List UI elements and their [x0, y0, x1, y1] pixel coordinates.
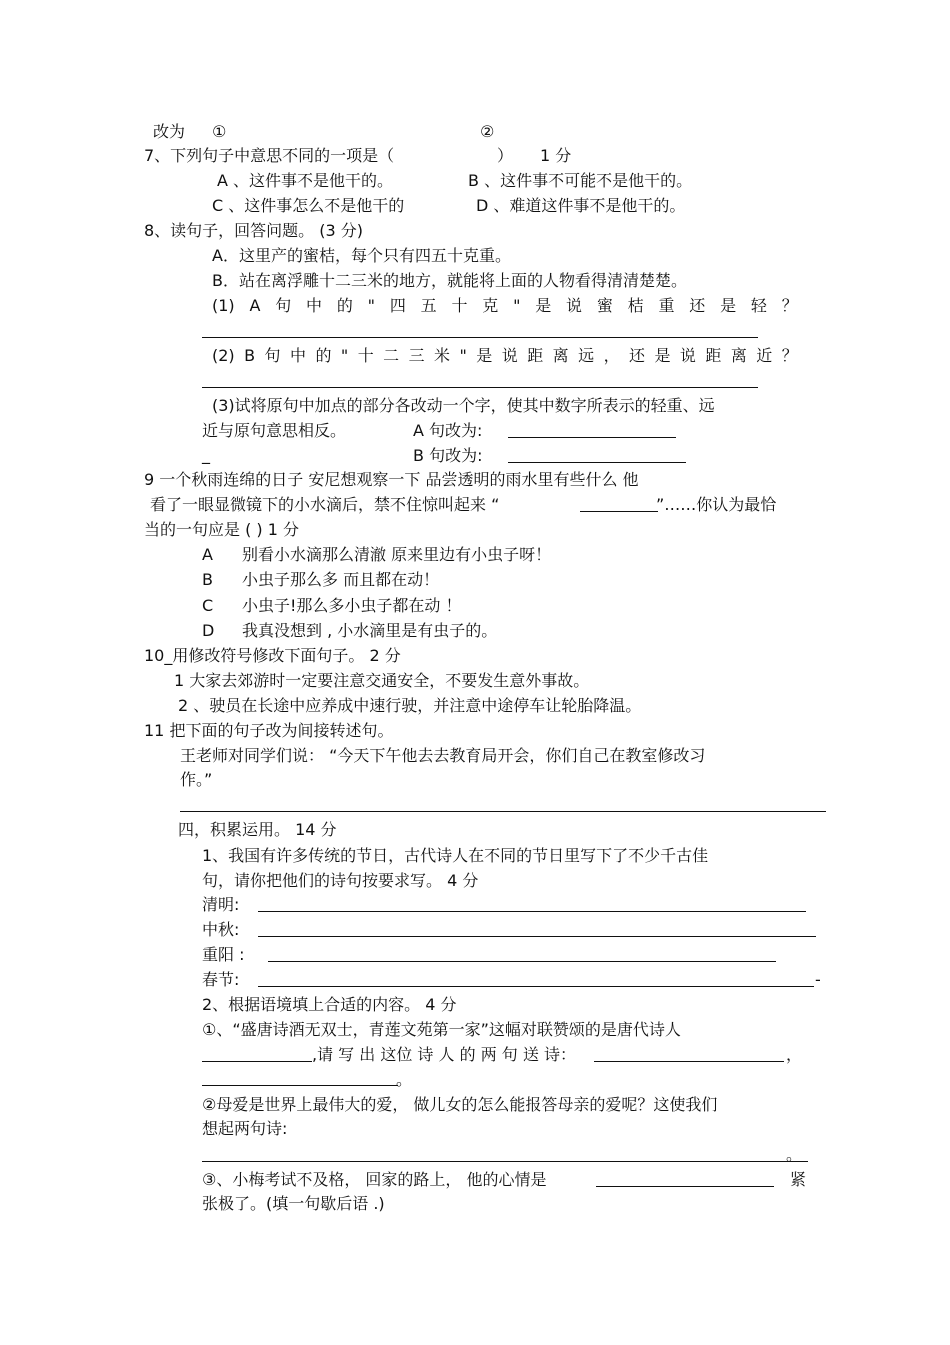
- xiehouyu-blank[interactable]: [596, 1186, 774, 1187]
- q7-paren-close: ）: [497, 146, 514, 165]
- section4-title: 四，积累运用。 14 分: [178, 820, 337, 839]
- q11-quote-line1: 王老师对同学们说： “今天下午他去去教育局开会，你们自己在教室修改习: [180, 746, 706, 765]
- q8-b-gai-blank[interactable]: [508, 462, 686, 463]
- circle-two-marker: ②: [480, 122, 495, 141]
- c2-period: 。: [786, 1145, 803, 1164]
- sec4-p1-line2: 句，请你把他们的诗句按要求写。 4 分: [202, 871, 479, 890]
- q8-sub2-answer-line[interactable]: [202, 387, 758, 388]
- q8-sub1-answer-line[interactable]: [202, 337, 758, 338]
- q9-option-d: 我真没想到 , 小水滴里是有虫子的。: [242, 621, 498, 640]
- q9-line3: 当的一句应是 ( ) 1 分: [144, 520, 300, 539]
- qingming-label: 清明:: [202, 895, 240, 914]
- c1-period: 。: [396, 1070, 413, 1089]
- poet-name-blank[interactable]: [202, 1061, 312, 1062]
- c1-line1: ①、“盛唐诗酒无双士，青莲文苑第一家”这幅对联赞颂的是唐代诗人: [202, 1020, 681, 1039]
- q10-sentence-2: 2 、驶员在长途中应养成中速行驶，并注意中途停车让轮胎降温。: [178, 696, 642, 715]
- q10-sentence-1: 1 大家去郊游时一定要注意交通安全，不要发生意外事故。: [174, 671, 590, 690]
- q10-stem: 10_用修改符号修改下面句子。 2 分: [144, 646, 401, 665]
- q8-a-gai-label: A 句改为:: [413, 421, 483, 440]
- chongyang-label: 重阳 :: [202, 945, 245, 964]
- q11-answer-line[interactable]: [180, 811, 826, 812]
- q11-stem: 11 把下面的句子改为间接转述句。: [144, 721, 394, 740]
- q7-option-b: B 、这件事不可能不是他干的。: [468, 171, 693, 190]
- q7-option-a: A 、这件事不是他干的。: [217, 171, 394, 190]
- q9-option-c: 小虫子!那么多小虫子都在动 ！: [242, 596, 462, 615]
- circle-one-marker: ①: [212, 122, 227, 141]
- q8-b-gai-label: B 句改为:: [413, 446, 483, 465]
- q8-sentence-b: B．站在离浮雕十二三米的地方，就能将上面的人物看得清清楚楚。: [212, 271, 687, 290]
- c3-line1: ③、小梅考试不及格， 回家的路上， 他的心情是: [202, 1170, 547, 1189]
- c1-line2-text: ,请 写 出 这位 诗 人 的 两 句 送 诗：: [312, 1045, 576, 1064]
- chunjie-label: 春节:: [202, 970, 240, 989]
- gai-wei-label: 改为: [153, 122, 186, 141]
- q9-option-d-letter: D: [202, 621, 215, 640]
- c2-line2: 想起两句诗:: [202, 1119, 288, 1138]
- q9-option-c-letter: C: [202, 596, 214, 615]
- c2-answer-line[interactable]: [202, 1161, 808, 1162]
- q8-sentence-a: A．这里产的蜜桔，每个只有四五十克重。: [212, 246, 511, 265]
- q9-line2-tail: ”……你认为最恰: [656, 495, 777, 514]
- q9-option-b-letter: B: [202, 570, 213, 589]
- q7-option-c: C 、这件事怎么不是他干的: [212, 196, 405, 215]
- q8-sub1-question: (1) A 句 中 的 " 四 五 十 克 " 是 说 蜜 桔 重 还 是 轻 ？: [212, 296, 798, 315]
- c3-tail: 紧: [790, 1170, 807, 1189]
- q9-line1: 9 一个秋雨连绵的日子 安尼想观察一下 品尝透明的雨水里有些什么 他: [144, 470, 639, 489]
- q8-sub2-question: (2) B 句 中 的 " 十 二 三 米 " 是 说 距 离 远 ， 还 是 说 距 离 近 ？: [212, 346, 798, 365]
- zhongqiu-label: 中秋:: [202, 920, 240, 939]
- poem-line2-blank[interactable]: [202, 1085, 398, 1086]
- sec4-p2: 2、根据语境填上合适的内容。 4 分: [202, 995, 457, 1014]
- q9-quote-blank[interactable]: [580, 511, 658, 512]
- q8-underscore: _: [202, 445, 210, 464]
- q9-option-b: 小虫子那么多 而且都在动！: [242, 570, 440, 589]
- q8-sub3-line2: 近与原句意思相反。: [202, 421, 347, 440]
- c1-comma: ，: [786, 1045, 803, 1064]
- q7-score: 1 分: [540, 146, 572, 165]
- q11-quote-line2: 作。”: [180, 770, 213, 789]
- q9-option-a-letter: A: [202, 545, 213, 564]
- chunjie-dash: -: [815, 970, 821, 989]
- q8-a-gai-blank[interactable]: [508, 437, 676, 438]
- c2-line1: ②母爱是世界上最伟大的爱， 做儿女的怎么能报答母亲的爱呢？这使我们: [202, 1095, 718, 1114]
- c3-line2: 张极了。(填一句歇后语 .): [202, 1194, 385, 1213]
- q7-option-d: D 、难道这件事不是他干的。: [476, 196, 686, 215]
- zhongqiu-blank[interactable]: [258, 936, 816, 937]
- q8-stem: 8、读句子，回答问题。 (3 分): [144, 221, 364, 240]
- poem-line1-blank[interactable]: [594, 1061, 784, 1062]
- chongyang-blank[interactable]: [268, 961, 776, 962]
- q7-stem: 7、下列句子中意思不同的一项是（: [144, 146, 395, 165]
- qingming-blank[interactable]: [258, 911, 806, 912]
- chunjie-blank[interactable]: [258, 986, 814, 987]
- q8-sub3-line1: (3)试将原句中加点的部分各改动一个字，使其中数字所表示的轻重、远: [212, 396, 715, 415]
- q9-option-a: 别看小水滴那么清澈 原来里边有小虫子呀！: [242, 545, 552, 564]
- sec4-p1-line1: 1、我国有许多传统的节日，古代诗人在不同的节日里写下了不少千古佳: [202, 846, 709, 865]
- q9-line2: 看了一眼显微镜下的小水滴后，禁不住惊叫起来 “: [150, 495, 500, 514]
